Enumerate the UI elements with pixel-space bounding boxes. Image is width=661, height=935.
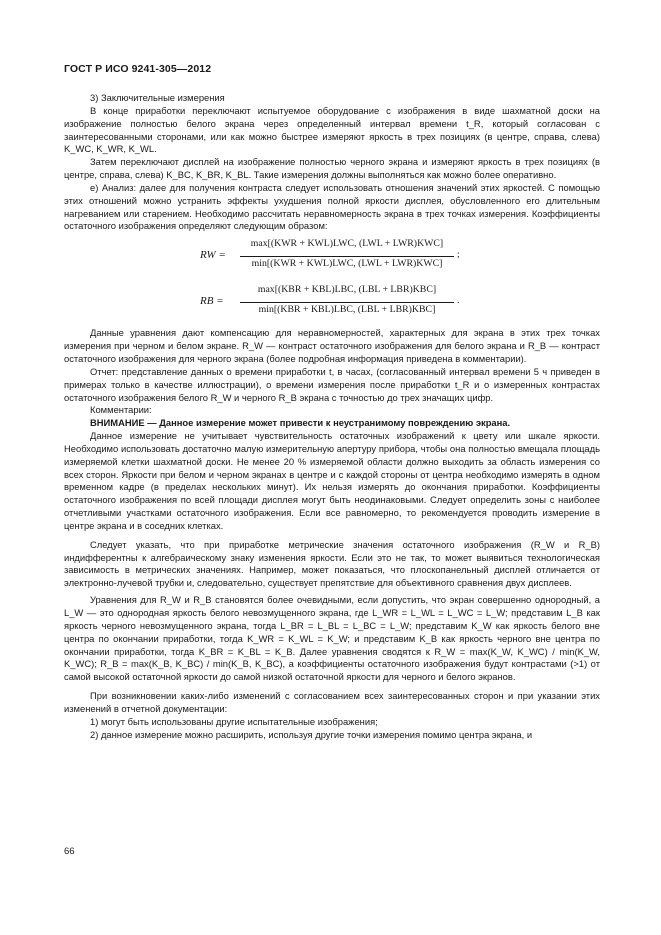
page-body [64,92,600,741]
list-item: 1) могут быть использованы другие испытательные изображения; [90,715,378,727]
formula-rw-lhs: RW = [200,249,226,262]
fraction-bar [240,302,454,303]
paragraph-equations: Данные уравнения дают компенсацию для неравномерностей, характерных для экрана в этих трех точках измерения при черном и белом экране. R_W — контраст остаточного изображения для белого экрана и R_B — контраст остаточного изображения для черного экрана (более подробная информация приведена в комментарии). [64,327,600,364]
formula-rb [64,281,600,325]
paragraph-indifference: Следует указать, что при приработке метрические значения остаточного изображения (R_W и R_B) индифферентны к алгебраическому знаку изменения яркости. Если это не так, то может выявиться технологическая зависимость в метрических значениях. Например, может показаться, что плоскопанельный дисплей отличается от электронно-лучевой трубки и, следовательно, существует препятствие для объективного сравнения двух дисплеев. [64,538,600,589]
formula-rw-numerator: max[(KWR + KWL)LWC, (LWL + LWR)KWC] [250,238,444,250]
paragraph-changes: При возникновении каких-либо изменений с согласованием всех заинтересованных сторон и при указании этих изменений в отчетной документации: [64,690,600,714]
comments-label: Комментарии: [90,404,152,416]
formula-rw [64,235,600,279]
list-item: 2) данное измерение можно расширить, используя другие точки измерения помимо центра экрана, и [90,728,533,740]
formula-rb-lhs: RB = [200,295,224,308]
formula-rb-end: . [457,295,460,307]
page-header: ГОСТ Р ИСО 9241-305—2012 [64,63,212,75]
paragraph-uniform-screen: Уравнения для R_W и R_B становятся более очевидными, если допустить, что экран совершенно однородный, а L_W — это однородная яркость белого невозмущенного экрана, где L_WR = L_WL = L_WC = L_W; представим L_B как яркость черного невозмущенного экрана, тогда L_BR = L_BL = L_BC = L_W; представим K_W как яркость белого вне центра по окончании приработки, тогда K_WR = K_WL = K_W; и представим K_B как яркость черного вне центра по окончании приработки, тогда K_BR = K_BL = K_B. Далее уравнения сводятся к R_W = max(K_W, K_WC) / min(K_W, K_WC); R_B = max(K_B, K_BC) / min(K_B, K_BC), а коэффициенты остаточного изображения будут контрастами (>1) от самой высокой остаточной яркости до самой низкой остаточной яркости для черного и белого экранов. [64,594,600,683]
formula-rw-denominator: min[(KWR + KWL)LWC, (LWL + LWR)KWC] [251,258,443,270]
page-number: 66 [64,846,75,857]
formula-rb-denominator: min[(KBR + KBL)LBC, (LBL + LBR)KBC] [258,304,436,316]
warning-text: ВНИМАНИЕ — Данное измерение может привести к неустранимому повреждению экрана. [90,417,511,429]
formula-rw-end: ; [457,249,460,261]
paragraph-report: Отчет: представление данных о времени приработки t, в часах, (согласованный интервал времени 5 ч приведен в примерах только в качестве иллюстрации), о времени измерения после приработки t_R и о измеренных контрастах остаточного изображения белого R_W и черного R_B экрана с точностью до трех значащих цифр. [64,365,600,403]
section-title: 3) Заключительные измерения [90,92,225,103]
paragraph-measurement-notes: Данное измерение не учитывает чувствительность остаточных изображений к цвету или шкале яркости. Необходимо использовать достаточно малую измерительную апертуру прибора, чтобы она полностью вмещала площадь измеряемой клетки шахматной доски. Не менее 20 % измеряемой области должно выходить за область измерения со всех сторон. Яркости при белом и черном экранах в центре и с каждой стороны от центра необходимо измерять в одном временном кадре (в пределах нескольких минут). Их нельзя измерять до окончания приработки. Коэффициенты остаточного изображения по всей площади дисплея могут быть неодинаковыми. Следует определить зоны с наиболее отчетливыми участками остаточного изображения. Если все равномерно, то рекомендуется проводить измерение в центре экрана и в соседних клетках. [64,430,600,531]
paragraph-analysis: е) Анализ: далее для получения контраста следует использовать отношения значений этих яркостей. С помощью этих отношений можно устранить эффекты ухудшения полной яркости дисплея, обусловленного его длительным нагреванием или старением. Необходимо рассчитать неравномерность экрана в трех точках измерения. Коэффициенты остаточного изображения определяют следующим образом: [64,181,600,232]
formula-rb-numerator: max[(KBR + KBL)LBC, (LBL + LBR)KBC] [257,284,437,296]
fraction-bar [240,256,454,257]
paragraph-final-measurements: В конце приработки переключают испытуемое оборудование с изображения в виде шахматной доски на изображение полностью белого экрана через определенный интервал времени t_R, который согласован с заинтересованными сторонами, или как можно быстрее измеряют яркость в трех позициях (в центре, справа, слева) K_WC, K_WR, K_WL. [64,104,600,155]
paragraph-black-screen: Затем переключают дисплей на изображение полностью черного экрана и измеряют яркость в трех позициях (в центре, справа, слева) K_BC, K_BR, K_BL. Такие измерения должны выполняться как можно более оперативно. [64,156,600,181]
